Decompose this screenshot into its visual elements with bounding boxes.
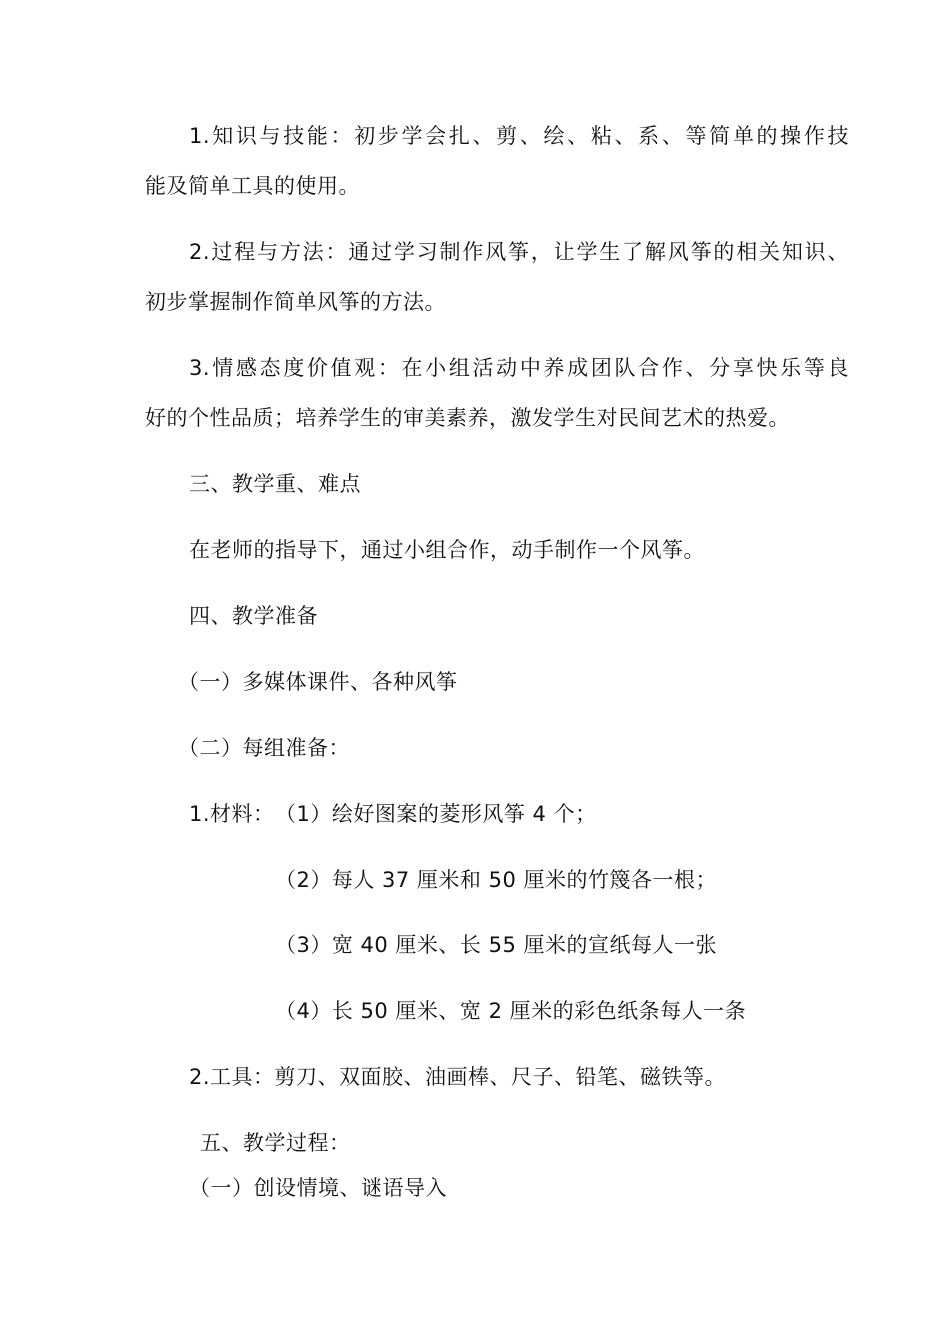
objective-2-line-2: 初步掌握制作简单风筝的方法。	[145, 290, 446, 314]
materials-label: 1.材料：	[189, 802, 275, 826]
section-4-heading: 四、教学准备	[189, 604, 318, 628]
objective-1-line-2: 能及简单工具的使用。	[145, 174, 360, 198]
objective-3-line-1: 3.情感态度价值观：在小组活动中养成团队合作、分享快乐等良	[189, 356, 849, 380]
section-5-sub-1: （一）创设情境、谜语导入	[189, 1176, 447, 1200]
objective-2-line-1: 2.过程与方法：通过学习制作风筝，让学生了解风筝的相关知识、	[189, 240, 849, 264]
material-item-2: （2）每人 37 厘米和 50 厘米的竹篾各一根；	[275, 868, 718, 892]
tools-line: 2.工具：剪刀、双面胶、油画棒、尺子、铅笔、磁铁等。	[189, 1065, 727, 1089]
section-3-heading: 三、教学重、难点	[189, 472, 361, 496]
section-3-text: 在老师的指导下，通过小组合作，动手制作一个风筝。	[189, 538, 705, 562]
objective-3-line-2: 好的个性品质；培养学生的审美素养，激发学生对民间艺术的热爱。	[145, 406, 790, 430]
material-item-1: （1）绘好图案的菱形风筝 4 个；	[275, 802, 597, 826]
section-4-sub-2: （二）每组准备：	[178, 736, 350, 760]
material-item-4: （4）长 50 厘米、宽 2 厘米的彩色纸条每人一条	[275, 999, 747, 1023]
objective-1-line-1: 1.知识与技能：初步学会扎、剪、绘、粘、系、等简单的操作技	[189, 124, 849, 148]
section-5-heading: 五、教学过程：	[200, 1131, 351, 1155]
material-item-3: （3）宽 40 厘米、长 55 厘米的宣纸每人一张	[275, 933, 718, 957]
section-4-sub-1: （一）多媒体课件、各种风筝	[178, 670, 458, 694]
